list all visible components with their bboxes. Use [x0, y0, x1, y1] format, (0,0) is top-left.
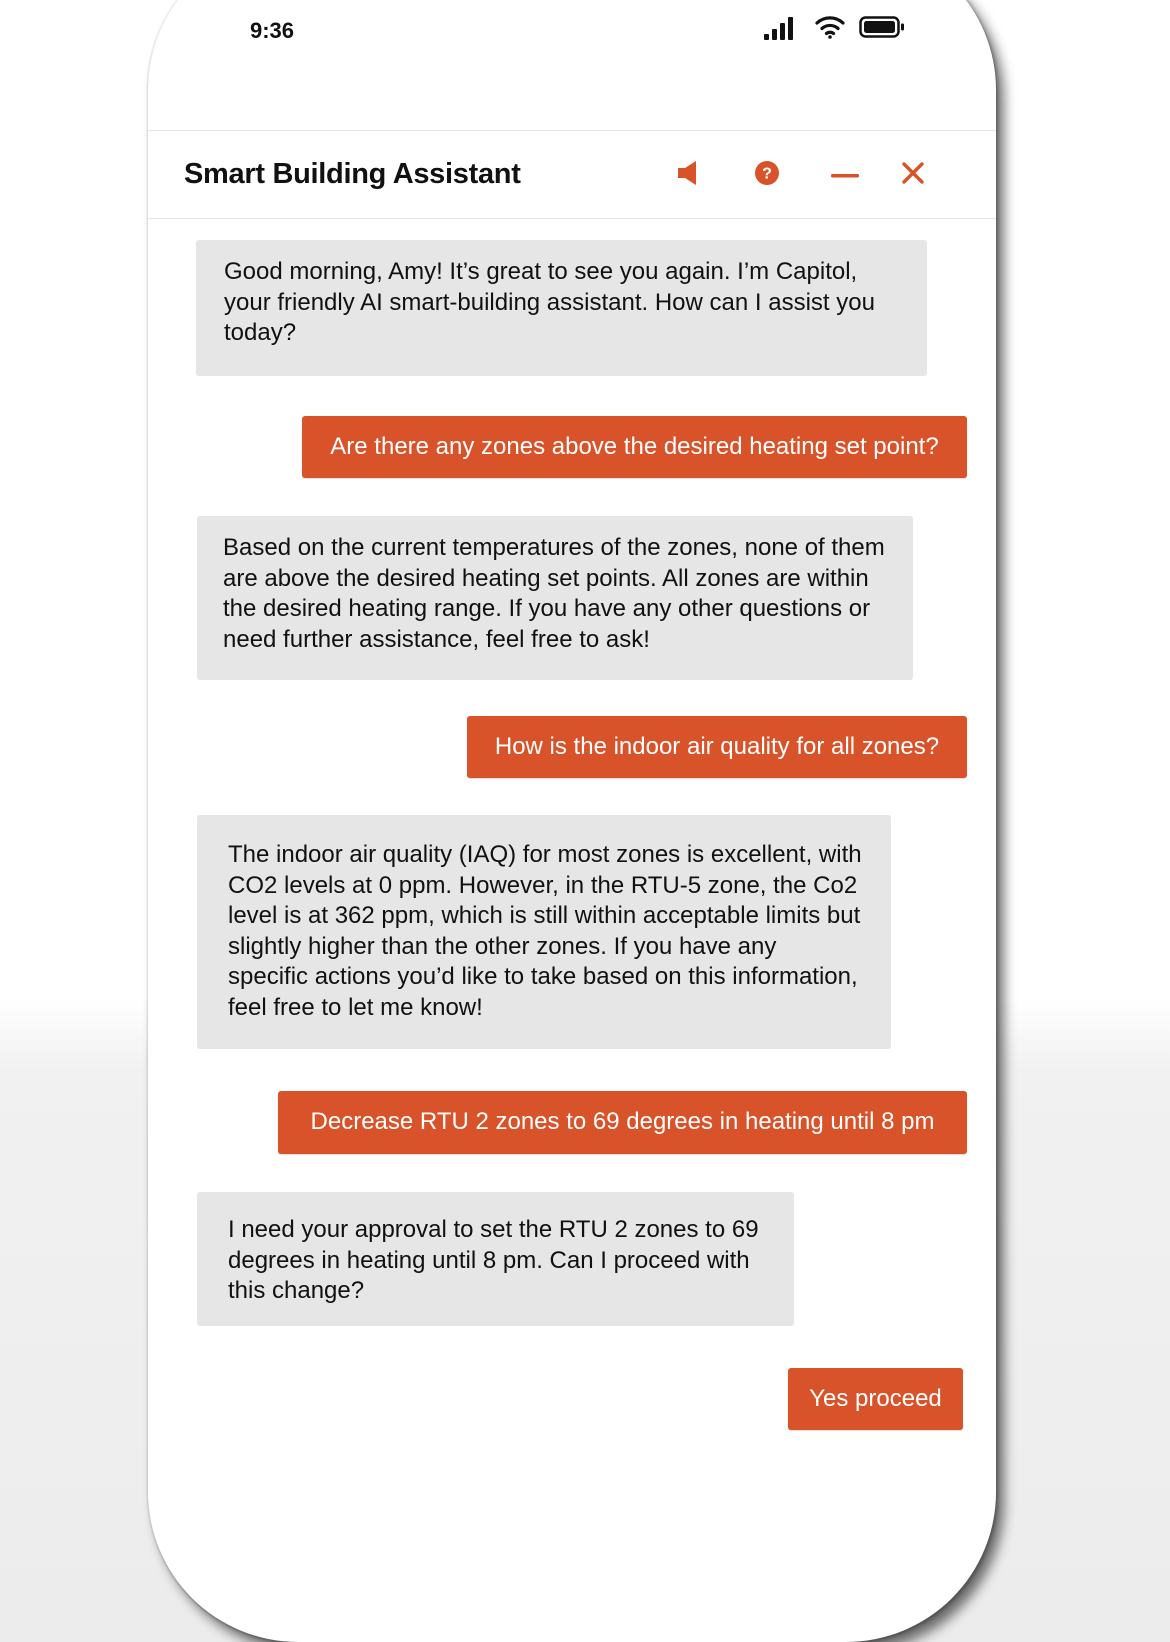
status-icons	[763, 14, 905, 45]
minimize-icon	[830, 166, 860, 184]
app-title: Smart Building Assistant	[184, 158, 521, 190]
status-divider	[148, 130, 996, 131]
user-message: Yes proceed	[788, 1368, 963, 1430]
minimize-button[interactable]	[823, 153, 867, 197]
user-message: Decrease RTU 2 zones to 69 degrees in heating until 8 pm	[278, 1091, 967, 1154]
phone-frame	[148, 0, 996, 1642]
help-button[interactable]	[745, 153, 789, 197]
bot-message: The indoor air quality (IAQ) for most zones is excellent, with CO2 levels at 0 ppm. However, in the RTU-5 zone, the Co2 level is at 362 ppm, which is still within acceptable limits but slightly higher than the other zones. If you have any specific actions you’d like to take based on this information, feel free to let me know!	[197, 815, 891, 1049]
bot-message: I need your approval to set the RTU 2 zones to 69 degrees in heating until 8 pm. Can I proceed with this change?	[197, 1192, 794, 1326]
user-message: Are there any zones above the desired heating set point?	[302, 416, 967, 478]
header-divider	[148, 218, 996, 219]
bot-message: Good morning, Amy! It’s great to see you again. I’m Capitol, your friendly AI smart-building assistant. How can I assist you today?	[196, 240, 927, 376]
close-icon	[902, 162, 924, 189]
speaker-button[interactable]	[666, 153, 710, 197]
status-time: 9:36	[250, 18, 295, 43]
signal-icon	[763, 14, 801, 45]
svg-text:?: ?	[762, 165, 772, 182]
speaker-icon	[677, 160, 699, 191]
close-button[interactable]	[891, 153, 935, 197]
bot-message: Based on the current temperatures of the zones, none of them are above the desired heating set points. All zones are within the desired heating range. If you have any other questions or need further assistance, feel free to ask!	[197, 516, 913, 680]
battery-icon	[859, 15, 905, 44]
wifi-icon	[815, 15, 845, 44]
help-icon	[754, 160, 780, 191]
user-message: How is the indoor air quality for all zones?	[467, 716, 967, 778]
